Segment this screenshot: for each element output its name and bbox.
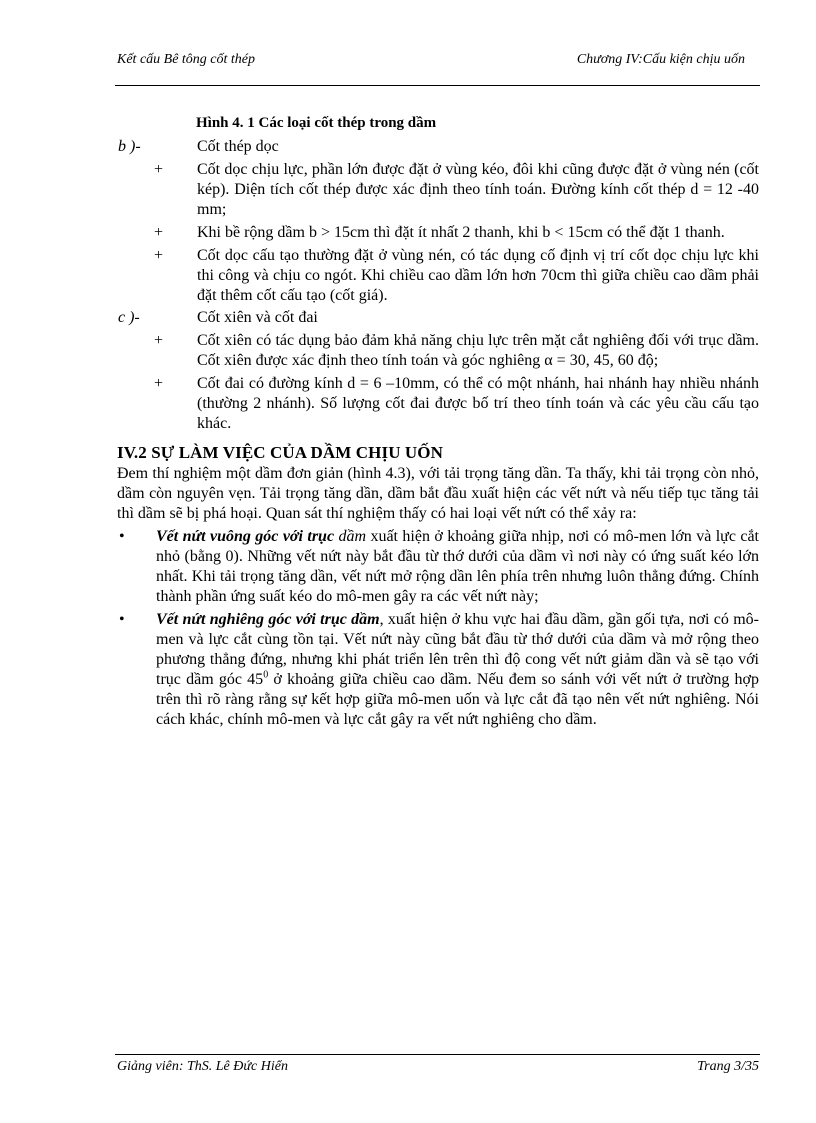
list-item-text: Cốt dọc chịu lực, phần lớn được đặt ở vùng kéo, đôi khi cũng được đặt ở vùng nén (cốt kép). Diện tích cốt thép được xác định theo tính toán. Đường kính cốt thép d = 12 -40 mm; <box>197 161 759 218</box>
list-item-text: Khi bề rộng dầm b > 15cm thì đặt ít nhất 2 thanh, khi b < 15cm có thể đặt 1 thanh. <box>197 224 725 241</box>
page-body <box>117 113 759 730</box>
bullet-term: Vết nứt vuông góc với trục <box>156 528 335 545</box>
bullet-marker: • <box>119 611 125 628</box>
list-item-text: Cốt xiên có tác dụng bảo đảm khả năng chịu lực trên mặt cắt nghiêng đối với trục dầm. Cốt xiên được xác định theo tính toán và góc nghiêng α = 30, 45, 60 độ; <box>197 332 759 369</box>
list-item <box>117 246 759 306</box>
footer-lecturer: Giảng viên: ThS. Lê Đức Hiển <box>117 1059 288 1074</box>
bullet-term: Vết nứt nghiêng góc với trục dầm <box>156 611 380 628</box>
header-divider <box>115 85 760 86</box>
section-b-marker: b )- <box>118 138 141 155</box>
plus-marker: + <box>154 161 164 178</box>
bullet-term-tail: dầm <box>334 528 367 545</box>
list-item-text: Cốt dọc cấu tạo thường đặt ở vùng nén, có tác dụng cố định vị trí cốt dọc chịu lực khi thi công và chịu co ngót. Khi chiều cao dầm lớn hơn 70cm thì giữa chiều cao dầm phải đặt thêm cốt cấu tạo (cốt giá). <box>197 247 759 304</box>
plus-marker: + <box>154 224 164 241</box>
section-c-heading <box>117 308 759 328</box>
bullet-item <box>117 610 759 730</box>
bullet-marker: • <box>119 528 125 545</box>
list-item <box>117 331 759 371</box>
plus-marker: + <box>154 247 164 264</box>
section-b-heading <box>117 137 759 157</box>
section-heading: IV.2 SỰ LÀM VIỆC CỦA DẦM CHỊU UỐN <box>117 443 444 462</box>
list-item <box>117 160 759 220</box>
bullet-item <box>117 527 759 607</box>
list-item <box>117 223 759 243</box>
footer-divider <box>115 1054 760 1055</box>
header-course-title: Kết cấu Bê tông cốt thép <box>117 52 256 67</box>
figure-caption: Hình 4. 1 Các loại cốt thép trong dầm <box>196 115 437 131</box>
plus-marker: + <box>154 375 164 392</box>
header-chapter-title: Chương IV:Cấu kiện chịu uốn <box>576 52 745 67</box>
section-c-marker: c )- <box>118 309 140 326</box>
plus-marker: + <box>154 332 164 349</box>
list-item-text: Cốt đai có đường kính d = 6 –10mm, có thể có một nhánh, hai nhánh hay nhiều nhánh (thường 2 nhánh). Số lượng cốt đai được bố trí theo tính toán và các yêu cầu cấu tạo khác. <box>197 375 759 432</box>
section-b-title: Cốt thép dọc <box>197 138 279 155</box>
footer-page-number: Trang 3/35 <box>697 1059 759 1074</box>
bullet-text-continued: ở khoảng giữa chiều cao dầm. Nếu đem so sánh với vết nứt ở trường hợp trên thì rõ ràng rằng sự kết hợp giữa mô-men uốn và lực cắt đã tạo nên vết nứt nghiêng. Nói cách khác, chính mô-men và lực cắt gây ra vết nứt nghiêng cho dầm. <box>156 671 759 728</box>
bullet-text: xuất hiện ở khoảng giữa nhịp, nơi có mô-men lớn và lực cắt nhỏ (bằng 0). Những vết nứt này bắt đầu từ thớ dưới của dầm vì nơi này có ứng suất kéo lớn nhất. Khi tải trọng tăng dần, vết nứt mở rộng dần lên phía trên nhưng luôn thẳng đứng. Chính thành phần ứng suất kéo do mô-men gây ra các vết nứt này; <box>156 528 759 605</box>
intro-paragraph: Đem thí nghiệm một dầm đơn giản (hình 4.3), với tải trọng tăng dần. Ta thấy, khi tải trọng còn nhỏ, dầm còn nguyên vẹn. Tải trọng tăng dần, dầm bắt đầu xuất hiện các vết nứt và nếu tiếp tục tăng tải thì dầm sẽ bị phá hoại. Quan sát thí nghiệm thấy có hai loại vết nứt có thể xảy ra: <box>117 465 759 522</box>
degree-superscript: 0 <box>263 669 269 681</box>
list-item <box>117 374 759 434</box>
bullet-text: , xuất hiện ở khu vực hai đầu dầm, gần gối tựa, nơi có mô-men và lực cắt cùng tồn tại. Vết nứt này cũng bắt đầu từ thớ dưới của dầm và mở rộng theo phương thẳng đứng, nhưng khi phát triển lên trên thì độ cong vết nứt giảm dần và sẽ tạo với trục dầm góc 45 <box>156 611 759 688</box>
section-c-title: Cốt xiên và cốt đai <box>197 309 318 326</box>
